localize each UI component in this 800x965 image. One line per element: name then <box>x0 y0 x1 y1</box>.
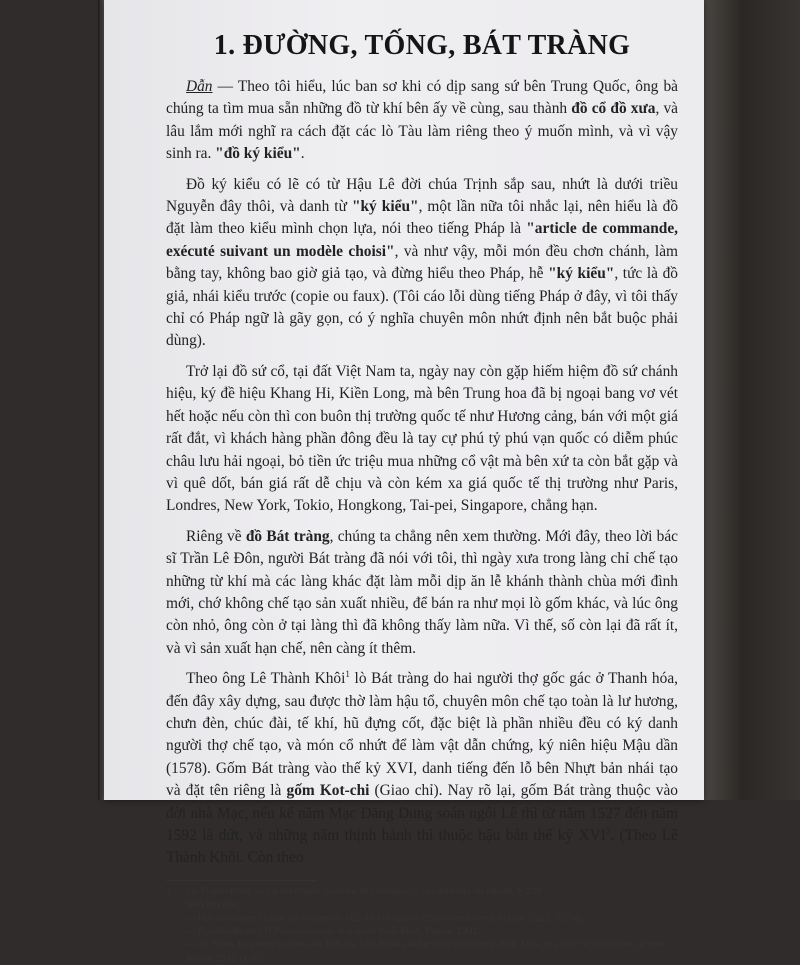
bold-term: "ký kiểu" <box>351 198 419 216</box>
bold-term: "article de commande, exécuté suivant un modèle choisi" <box>166 220 678 260</box>
footnote-1: 1 Lê-Thành-Khôi. — Le Viet-Nam (histoire et civilisation), les éditions de Minuit, tr.238. <box>166 885 545 897</box>
bold-term: đồ cổ đồ xưa <box>571 100 656 118</box>
paragraph-ky-kieu: Đồ ký kiểu có lẽ có từ Hậu Lê đời chúa Trịnh sắp sau, nhứt là dưới triều Nguyễn đây thôi, và danh từ "ký kiểu", một lần nữa tôi nhắc lại, nên hiểu là đồ đặt làm theo kiểu mình chọn lựa, nói theo tiếng Pháp là "article de commande, exécuté suivant un modèle choisi", và như vậy, mỗi món đều chơn chánh, làm bằng tay, không bao giờ giả tạo, và đừng hiểu theo Pháp, hễ "ký kiểu", tức là đồ giả, nhái kiểu trước (copie ou faux). (Tôi cáo lỗi dùng tiếng Pháp ở đây, vì tôi thấy chỉ có Pháp ngữ là gãy gọn, có ý nghĩa chuyên môn nhứt định nên bắt buộc phải dùng). <box>166 175 679 350</box>
bold-term: "ký kiểu" <box>548 265 615 283</box>
paragraph-market: Trở lại đồ sứ cổ, tại đất Việt Nam ta, ngày nay còn gặp hiếm hiệm đồ sứ chánh hiệu, ký đề hiệu Khang Hi, Kiền Long, mà bên Trung hoa đã bị ngoại bang vơ vét hết hoặc nếu còn thì con buôn thị trường quốc tế như Hương cảng, bán với một giá rất đắt, vì khách hàng phần đông đều là tay cự phú tỷ phú vạn quốc có diễm phúc châu lưu hải ngoại, bỏ tiền ức triệu mua những cổ vật mà bên xứ ta còn bắt gặp và vì quê dốt, bán giá rất dễ chịu và còn kém xa giá quốc tế thị trường như Paris, Londres, New York, Tokio, Hongkong, Tai-pei, Singapore, chẳng hạn. <box>166 362 678 515</box>
footnote-ref: 1 <box>345 669 350 680</box>
footnote-2-item: — P.Jabouille et J.H.Peyssonnaux, le musée Khải-Định, Hanoi, 1931 ; <box>186 926 484 938</box>
bold-term: đồ Bát tràng <box>245 527 330 545</box>
footnote-2: 2 Nên tìm đọc : <box>166 899 244 911</box>
footnote-ref: 2 <box>605 825 611 836</box>
paragraph-intro: Dẫn — Theo tôi hiểu, lúc ban sơ khi có dịp sang sứ bên Trung Quốc, ông bà chúng ta tìm mua sẵn những đồ từ khí bên ấy về cùng, sau thành đồ cổ đồ xưa, và lâu lắm mới nghĩ ra cách đặt các lò Tàu làm riêng theo ý muốn mình, và vì vậy sinh ra. "đồ ký kiểu". <box>166 78 678 163</box>
background-surface <box>704 0 800 800</box>
paragraph-bat-trang: Riêng về đồ Bát tràng, chúng ta chẳng nên xem thường. Mới đây, theo lời bác sĩ Trần Lê Đôn, người Bát tràng đã nói với tôi, thì ngày xưa trong làng chỉ chế tạo những từ khí mà các làng khác đặt làm mỗi dịp ăn lễ khánh thành chùa mới đình mới, chớ không chế tạo sản xuất nhiều, để bán ra như mọi lò gốm khác, và lúc ông còn nhỏ, ông còn ở tại làng thì đã không thấy làm nữa. Vì thế, số còn lại đã rất ít, và vì sản xuất hạn chế, nên càng ít thêm. <box>166 527 678 657</box>
footnote-2-item: — Cl. Huet, Les terres cuites de Thổ-hà, Les Brule-parfums de Bát-tràng, Bull. Mus. roy. d'art et d'histoire, janvier-février 1942 (1-9) ; <box>186 939 669 964</box>
bold-term: "đồ ký kiểu" <box>215 145 301 163</box>
paragraph-history: Theo ông Lê Thành Khôi$^1$ lò Bát tràng do hai người thợ gốc gác ở Thanh hóa, đến đây xây dựng, sau được thờ làm hậu tổ, chuyên môn chế tạo toàn là lư hương, chưn đèn, chúc đài, tế khí, hũ đựng cốt, đặc biệt là phần nhiều đều có ký danh người thợ chế tạo, và món cổ nhứt để làm vật dẫn chứng, ký niên hiệu Mậu dần (1578). Gốm Bát tràng vào thế kỷ XVI, danh tiếng đến lỗ bên Nhựt bản nhái tạo và đặt tên riêng là gốm Kot-chi (Giao chỉ). Nay rõ lại, gốm Bát tràng thuộc vào đời nhà Mạc, nếu kể năm Mạc Đăng Dung soán ngôi Lê thì từ năm 1527 đến năm 1592 là dứt, và những năm thịnh hành thì thuộc hậu bán thế kỷ XVI$^2$. (Theo Lê Thành Khôi. Còn theo <box>166 669 678 867</box>
lead-word: Dẫn <box>186 78 213 95</box>
bold-term: gốm Kot-chi <box>286 782 370 800</box>
page-content <box>166 30 678 965</box>
book-page <box>104 0 704 964</box>
footnote-divider <box>166 880 316 881</box>
footnote-2-item: — H.Parmentier, Guide au musée de l'Ecole Française d'Extrême-Orient, Hanoi, 1915, 52 sq. ; <box>186 912 588 924</box>
chapter-title: 1. ĐƯỜNG, TỐNG, BÁT TRÀNG <box>213 30 631 61</box>
